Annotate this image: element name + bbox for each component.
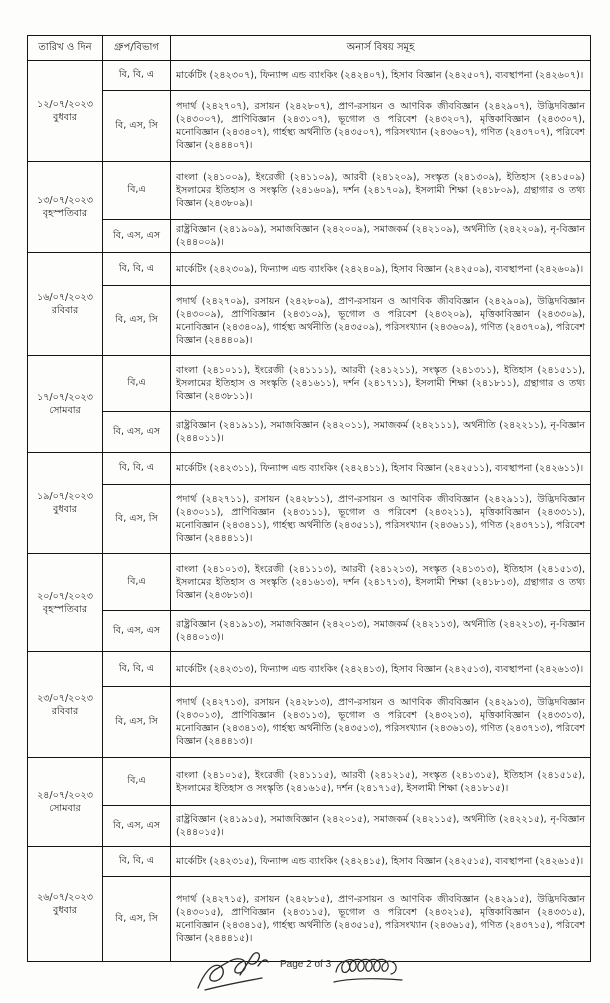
page-number: Page 2 of 3 (280, 959, 332, 970)
subject-list: বাংলা (২৪১০০৯), ইংরেজী (২৪১১০৯), আরবী (২৪১২০৯), সংস্কৃত (২৪১৩০৯), ইতিহাস (২৪১৫০৯) ইসলামের ইতিহাস ও সংস্কৃতি (২৪১৬০৯), দর্শন (২৪১৭০৯), ইসলামী শিক্ষা (২৪১৮০৯), গ্রন্থাগার ও তথ্য বিজ্ঞান (২৪৩৮০৯)। (176, 172, 585, 209)
exam-day: সোমবার (49, 405, 81, 416)
subject-list: রাষ্ট্রবিজ্ঞান (২৪১৯০৯), সমাজবিজ্ঞান (২৪২০০৯), সমাজকর্ম (২৪২১০৯), অর্থনীতি (২৪২২০৯), নৃ-বিজ্ঞান (২৪৪০০৯)। (176, 224, 585, 248)
exam-day: বুধবার (53, 905, 77, 916)
subject-list: বাংলা (২৪১০১১), ইংরেজী (২৪১১১১), আরবী (২৪১২১১), সংস্কৃত (২৪১৩১১), ইতিহাস (২৪১৫১১), ইসলামের ইতিহাস ও সংস্কৃতি (২৪১৬১১), দর্শন (২৪১৭১১), ইসলামী শিক্ষা (২৪১৮১১), গ্রন্থাগার ও তথ্য বিজ্ঞান (২৪৩৮১১)। (176, 365, 585, 402)
group-label: বি, এস, সি (103, 485, 171, 553)
exam-day: সোমবার (49, 803, 81, 814)
exam-day: রবিবার (51, 705, 79, 717)
exam-date: ২৬/০৭/২০২৩ (37, 892, 93, 903)
subject-list: পদার্থ (২৪২৭১১), রসায়ন (২৪২৮১১), প্রাণ-রসায়ন ও আণবিক জীববিজ্ঞান (২৪২৯১১), উদ্ভিদবিজ্ঞান (২৪৩০১১), প্রাণিবিজ্ঞান (২৪৩১১১), ভূগোল ও পরিবেশ (২৪৩২১১), মৃত্তিকাবিজ্ঞান (২৪৩৩১১), মনোবিজ্ঞান (২৪৩৪১১), গার্হস্থ্য অর্থনীতি (২৪৩৫১১), পরিসংখ্যান (২৪৩৬১১), গণিত (২৪৩৭১১), পরিবেশ বিজ্ঞান (২৪৪৪১১)। (176, 494, 585, 544)
subject-list: বাংলা (২৪১০১৩), ইংরেজী (২৪১১১৩), আরবী (২৪১২১৩), সংস্কৃত (২৪১৩১৩), ইতিহাস (২৪১৫১৩), ইসলামের ইতিহাস ও সংস্কৃতি (২৪১৬১৩), দর্শন (২৪১৭১৩), ইসলামী শিক্ষা (২৪১৮১৩), গ্রন্থাগার ও তথ্য বিজ্ঞান (২৪৩৮১৩)। (176, 563, 585, 601)
exam-date: ১৬/০৭/২০২৩ (37, 292, 93, 303)
subject-list: পদার্থ (২৪২৭০৯), রসায়ন (২৪২৮০৯), প্রাণ-রসায়ন ও আণবিক জীববিজ্ঞান (২৪২৯০৯), উদ্ভিদবিজ্ঞান (২৪৩০০৯), প্রাণিবিজ্ঞান (২৪৩১০৯), ভূগোল ও পরিবেশ (২৪৩২০৯), মৃত্তিকাবিজ্ঞান (২৪৩৩০৯), মনোবিজ্ঞান (২৪৩৪০৯), গার্হস্থ্য অর্থনীতি (২৪৩৫০৯), পরিসংখ্যান (২৪৩৬০৯), গণিত (২৪৩৭০৯), পরিবেশ বিজ্ঞান (২৪৪৪০৯)। (176, 295, 585, 346)
subject-list: পদার্থ (২৪২৭১৩), রসায়ন (২৪২৮১৩), প্রাণ-রসায়ন ও আণবিক জীববিজ্ঞান (২৪২৯১৩), উদ্ভিদবিজ্ঞান (২৪৩০১৩), প্রাণিবিজ্ঞান (২৪৩১১৩), ভূগোল ও পরিবেশ (২৪৩২১৩), মৃত্তিকাবিজ্ঞান (২৪৩৩১৩), মনোবিজ্ঞান (২৪৩৪১৩), গার্হস্থ্য অর্থনীতি (২৪৩৫১৩), পরিসংখ্যান (২৪৩৬১৩), গণিত (২৪৩৭১৩), পরিবেশ বিজ্ঞান (২৪৪৪১৩)। (176, 697, 585, 747)
exam-date: ১২/০৭/২০২৩ (37, 99, 93, 110)
header-group: গ্রুপ/বিভাগ (103, 36, 171, 60)
subject-list: মার্কেটিং (২৪২৩০৭), ফিন্যান্স এন্ড ব্যাংকিং (২৪২৪০৭), হিসাব বিজ্ঞান (২৪২৫০৭), ব্যবস্থাপনা (২৪২৬০৭)। (176, 70, 584, 81)
group-label: বি, এস, সি (103, 286, 171, 355)
exam-date: ২০/০৭/২০২৩ (37, 590, 93, 602)
subject-list: বাংলা (২৪১০১৫), ইংরেজী (২৪১১১৫), আরবী (২৪১২১৫), সংস্কৃত (২৪১৩১৫), ইতিহাস (২৪১৫১৫), ইসলামের ইতিহাস ও সংস্কৃতি (২৪১৬১৫), দর্শন (২৪১৭১৫), ইসলামী শিক্ষা (২৪১৮১৫)। (176, 769, 585, 794)
group-label: বি, এস, সি (103, 877, 171, 961)
group-label: বি, বি, এ (103, 253, 171, 285)
signature-right (334, 959, 402, 982)
group-label: বি,এ (103, 554, 171, 610)
subject-list: রাষ্ট্রবিজ্ঞান (২৪১৯১১), সমাজবিজ্ঞান (২৪২০১১), সমাজকর্ম (২৪২১১১), অর্থনীতি (২৪২২১১), নৃ-বিজ্ঞান (২৪৪০১১)। (176, 420, 585, 444)
subject-list: রাষ্ট্রবিজ্ঞান (২৪১৯১৫), সমাজবিজ্ঞান (২৪২০১৫), সমাজকর্ম (২৪২১১৫), অর্থনীতি (২৪২২১৫), নৃ-বিজ্ঞান (২৪৪০১৫)। (176, 814, 585, 838)
subject-list: মার্কেটিং (২৪২৩০৯), ফিন্যান্স এন্ড ব্যাংকিং (২৪২৪০৯), হিসাব বিজ্ঞান (২৪২৫০৯), ব্যবস্থাপনা (২৪২৬০৯)। (176, 263, 584, 275)
subject-list: মার্কেটিং (২৪২৩১৩), ফিন্যান্স এন্ড ব্যাংকিং (২৪২৪১৩), হিসাব বিজ্ঞান (২৪২৫১৩), ব্যবস্থাপনা (২৪২৬১৩)। (176, 663, 584, 675)
group-label: বি,এ (103, 162, 171, 219)
exam-date: ২৩/০৭/২০২৩ (37, 692, 93, 704)
group-label: বি, বি, এ (103, 453, 171, 484)
subject-list: পদার্থ (২৪২৭১৫), রসায়ন (২৪২৮১৫), প্রাণ-রসায়ন ও আণবিক জীববিজ্ঞান (২৪২৯১৫), উদ্ভিদবিজ্ঞান (২৪৩০১৫), প্রাণিবিজ্ঞান (২৪৩১১৫), ভূগোল ও পরিবেশ (২৪৩২১৫), মৃত্তিকাবিজ্ঞান (২৪৩৩১৫), মনোবিজ্ঞান (২৪৩৪১৫), গার্হস্থ্য অর্থনীতি (২৪৩৫১৫), পরিসংখ্যান (২৪৩৬১৫), গণিত (২৪৩৭১৫), পরিবেশ বিজ্ঞান (২৪৪৪১৫)। (176, 894, 585, 944)
exam-date: ২৪/০৭/২০২৩ (37, 790, 93, 801)
group-label: বি, এস, এস (103, 611, 171, 651)
signature-left (198, 953, 268, 990)
exam-date: ১৩/০৭/২০২৩ (37, 195, 93, 206)
exam-day: রবিবার (51, 305, 79, 316)
group-label: বি,এ (103, 758, 171, 805)
exam-day: বৃহস্পতিবার (42, 208, 88, 219)
exam-day: বুধবার (53, 504, 77, 515)
exam-day: বুধবার (53, 112, 77, 123)
exam-date: ১৭/০৭/২০২৩ (37, 392, 93, 403)
group-label: বি, বি, এ (103, 847, 171, 876)
exam-day: বৃহস্পতিবার (42, 603, 88, 615)
group-label: বি, এস, এস (103, 806, 171, 846)
group-label: বি, এস, সি (103, 687, 171, 757)
subject-list: মার্কেটিং (২৪২৩১৫), ফিন্যান্স এন্ড ব্যাংকিং (২৪২৪১৫), হিসাব বিজ্ঞান (২৪২৫১৫), ব্যবস্থাপনা (২৪২৬১৫)। (176, 856, 584, 867)
group-label: বি, এস, সি (103, 91, 171, 161)
subject-list: রাষ্ট্রবিজ্ঞান (২৪১৯১৩), সমাজবিজ্ঞান (২৪২০১৩), সমাজকর্ম (২৪২১১৩), অর্থনীতি (২৪২২১৩), নৃ-বিজ্ঞান (২৪৪০১৩)। (176, 619, 585, 643)
subject-list: পদার্থ (২৪২৭০৭), রসায়ন (২৪২৮০৭), প্রাণ-রসায়ন ও আণবিক জীববিজ্ঞান (২৪২৯০৭), উদ্ভিদবিজ্ঞান (২৪৩০০৭), প্রাণিবিজ্ঞান (২৪৩১০৭), ভূগোল ও পরিবেশ (২৪৩২০৭), মৃত্তিকাবিজ্ঞান (২৪৩৩০৭), মনোবিজ্ঞান (২৪৩৪০৭), গার্হস্থ্য অর্থনীতি (২৪৩৫০৭), পরিসংখ্যান (২৪৩৬০৭), গণিত (২৪৩৭০৭), পরিবেশ বিজ্ঞান (২৪৪৪০৭)। (176, 101, 585, 151)
group-label: বি, এস, এস (103, 412, 171, 452)
subject-list: মার্কেটিং (২৪২৩১১), ফিন্যান্স এন্ড ব্যাংকিং (২৪২৪১১), হিসাব বিজ্ঞান (২৪২৫১১), ব্যবস্থাপনা (২৪২৬১১)। (176, 463, 584, 474)
exam-date: ১৯/০৭/২০২৩ (37, 491, 93, 502)
header-subjects: অনার্স বিষয় সমূহ (346, 41, 415, 53)
group-label: বি,এ (103, 356, 171, 411)
group-label: বি, বি, এ (103, 652, 171, 686)
group-label: বি, বি, এ (103, 61, 171, 90)
header-date-day: তারিখ ও দিন (28, 36, 103, 60)
group-label: বি, এস, এস (103, 220, 171, 252)
